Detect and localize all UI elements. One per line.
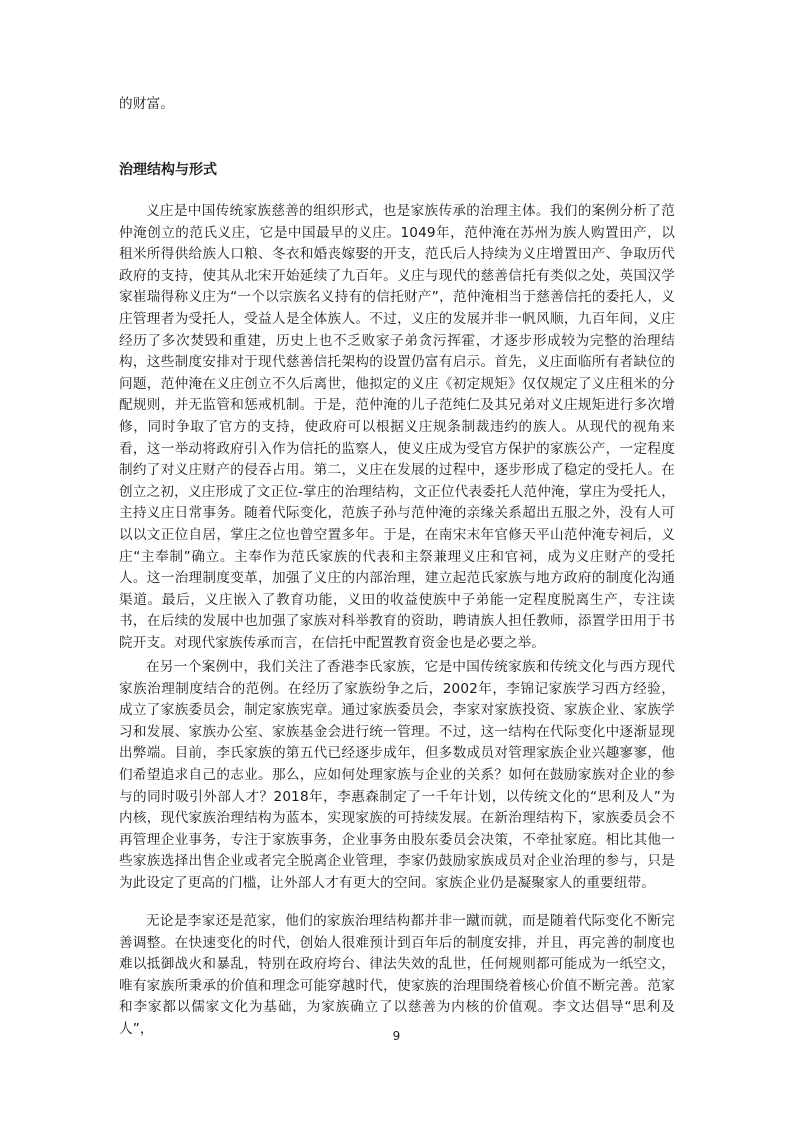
- paragraph-fan-clan: 义庄是中国传统家族慈善的组织形式，也是家族传承的治理主体。我们的案例分析了范仲淹创立的范氏义庄，它是中国最早的义庄。1049年，范仲淹在苏州为族人购置田产，以租米所得供给族人口粮、冬衣和婚丧嫁娶的开支，范氏后人持续为义庄增置田产、争取历代政府的支持，使其从北宋开始延续了九百年。义庄与现代的慈善信托有类似之处，英国汉学家崔瑞得称义庄为“一个以宗族名义持有的信托财产”，范仲淹相当于慈善信托的委托人，义庄管理者为受托人，受益人是全体族人。不过，义庄的发展并非一帆风顺，九百年间，义庄经历了多次焚毁和重建，历史上也不乏败家子弟贪污挥霍，才逐步形成较为完整的治理结构，这些制度安排对于现代慈善信托架构的设置仍富有启示。首先，义庄面临所有者缺位的问题，范仲淹在义庄创立不久后离世，他拟定的义庄《初定规矩》仅仅规定了义庄租米的分配规则，并无监管和惩戒机制。于是，范仲淹的儿子范纯仁及其兄弟对义庄规矩进行多次增修，同时争取了官方的支持，使政府可以根据义庄规条制裁违约的族人。从现代的视角来看，这一举动将政府引入作为信托的监察人，使义庄成为受官方保护的家族公产，一定程度制约了对义庄财产的侵吞占用。第二，义庄在发展的过程中，逐步形成了稳定的受托人。在创立之初，义庄形成了文正位-掌庄的治理结构，文正位代表委托人范仲淹，掌庄为受托人，主持义庄日常事务。随着代际变化，范族子孙与范仲淹的亲缘关系超出五服之外，没有人可以以文正位自居，掌庄之位也曾空置多年。于是，在南宋末年官修天平山范仲淹专祠后，义庄“主奉制”确立。主奉作为范氏家族的代表和主祭兼理义庄和官祠，成为义庄财产的受托人。这一治理制度变革，加强了义庄的内部治理，建立起范氏家族与地方政府的制度化沟通渠道。最后，义庄嵌入了教育功能，义田的收益使族中子弟能一定程度脱离生产，专注读书，在后续的发展中也加强了家族对科举教育的资助，聘请族人担任教师，添置学田用于书院开支。对现代家族传承而言，在信托中配置教育资金也是必要之举。: [119, 203, 675, 651]
- paragraph-li-family: 在另一个案例中，我们关注了香港李氏家族，它是中国传统家族和传统文化与西方现代家族治理制度结合的范例。在经历了家族纷争之后，2002年，李锦记家族学习西方经验，成立了家族委员会，制定家族宪章。通过家族委员会，李家对家族投资、家族企业、家族学习和发展、家族办公室、家族基金会进行统一管理。不过，这一结构在代际变化中逐渐显现出弊端。目前，李氏家族的第五代已经逐步成年，但多数成员对管理家族企业兴趣寥寥，他们希望追求自己的志业。那么，应如何处理家族与企业的关系？如何在鼓励家族对企业的参与的同时吸引外部人才？2018年，李惠森制定了一千年计划，以传统文化的“思利及人”为内核，现代家族治理结构为蓝本，实现家族的可持续发展。在新治理结构下，家族委员会不再管理企业事务，专注于家族事务，企业事务由股东委员会决策，不牵扯家庭。相比其他一些家族选择出售企业或者完全脱离企业管理，李家仍鼓励家族成员对企业治理的参与，只是为此设定了更高的门槛，让外部人才有更大的空间。家族企业仍是凝聚家人的重要纽带。: [119, 659, 675, 891]
- paragraph-conclusion: 无论是李家还是范家，他们的家族治理结构都并非一蹴而就，而是随着代际变化不断完善调整。在快速变化的时代，创始人很难预计到百年后的制度安排，并且，再完善的制度也难以抵御战火和暴乱，特别在政府垮台、律法失效的乱世，任何规则都可能成为一纸空文，唯有家族所秉承的价值和理念可能穿越时代，使家族的治理围绕着核心价值不断完善。范家和李家都以儒家文化为基础，为家族确立了以慈善为内核的价值观。李文达倡导“思利及人”，: [119, 913, 675, 1037]
- intro-text: 的财富。: [119, 96, 174, 112]
- section-heading: 治理结构与形式: [119, 162, 217, 178]
- page-number: 9: [392, 1029, 401, 1043]
